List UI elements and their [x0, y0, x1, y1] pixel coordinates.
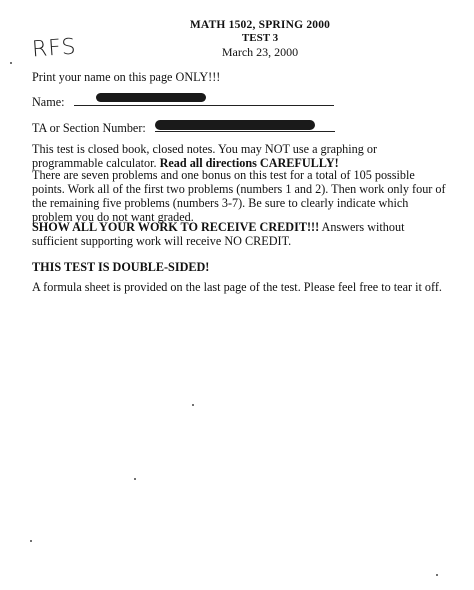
- scan-speck: [30, 540, 32, 542]
- test-number: TEST 3: [241, 32, 279, 44]
- exam-date: March 23, 2000: [221, 45, 299, 59]
- print-name-instruction: Print your name on this page ONLY!!!: [32, 70, 221, 84]
- closed-book-text: This test is closed book, closed notes. You may NOT use a graphing or programmable calculator.: [32, 142, 378, 170]
- redacted-name: [96, 93, 206, 102]
- closed-book-paragraph: [32, 142, 446, 170]
- scan-speck: [10, 62, 12, 64]
- show-work-text: SHOW ALL YOUR WORK TO RECEIVE CREDIT!!!: [32, 220, 320, 234]
- handwritten-initials: RFS: [31, 34, 78, 63]
- redacted-ta-section: [155, 120, 315, 130]
- formula-sheet-paragraph: A formula sheet is provided on the last page of the test. Please feel free to tear it off.: [32, 280, 442, 294]
- scan-speck: [436, 574, 438, 576]
- name-row: [32, 95, 446, 109]
- scan-speck: [192, 404, 194, 406]
- course-title: MATH 1502, SPRING 2000: [189, 19, 331, 31]
- no-credit-text: Answers without sufficient supporting work will receive NO CREDIT.: [32, 220, 405, 248]
- ta-row: [32, 121, 446, 135]
- ta-section-field[interactable]: [155, 121, 335, 132]
- scan-speck: [134, 478, 136, 480]
- show-work-paragraph: [32, 220, 446, 248]
- ta-section-label: TA or Section Number:: [32, 121, 146, 135]
- double-sided-notice: THIS TEST IS DOUBLE-SIDED!: [32, 260, 210, 274]
- problems-paragraph: There are seven problems and one bonus on this test for a total of 105 possible points. Work all of the first two problems (numbers 1 and 2). Then work only four of the remaining five problems (numbers 3-7). Be sure to clearly indicate which problem you do not want graded.: [32, 168, 446, 224]
- read-directions-text: Read all directions CAREFULLY!: [159, 156, 339, 170]
- name-label: Name:: [32, 95, 65, 109]
- name-field[interactable]: [74, 95, 334, 106]
